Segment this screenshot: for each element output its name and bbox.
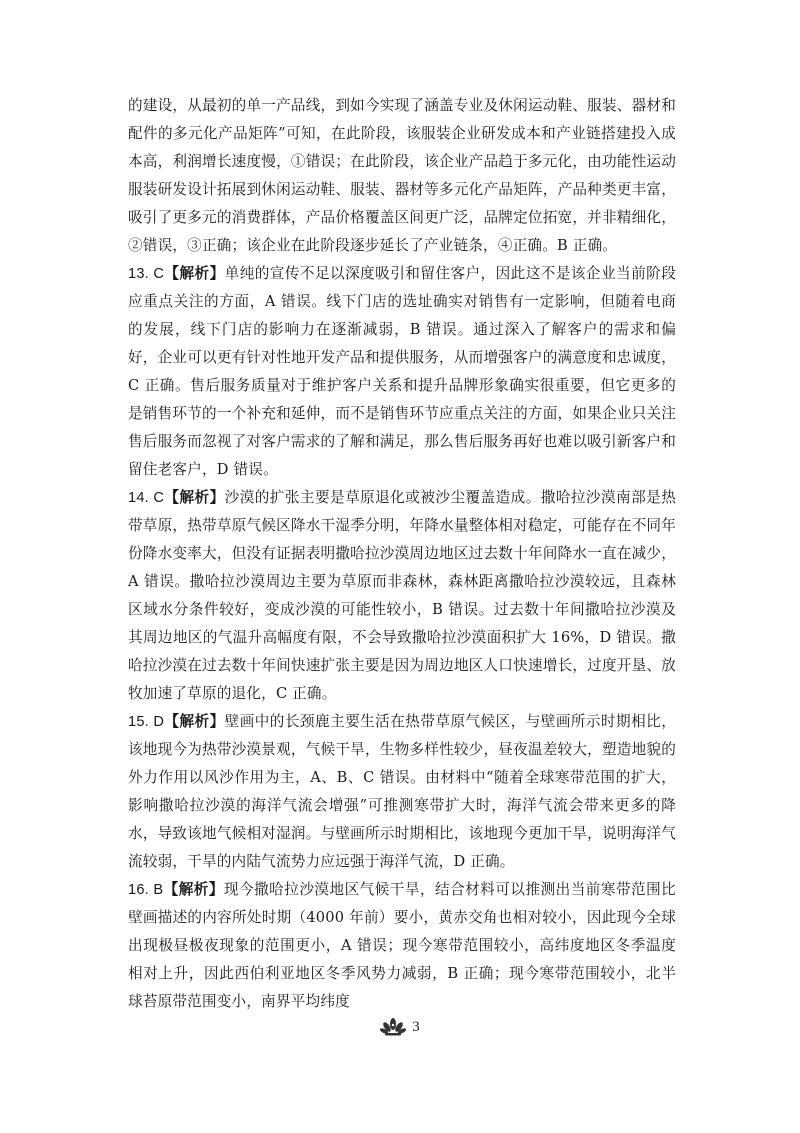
paragraph-continuation — [128, 92, 676, 260]
paragraph-text: 单纯的宣传不足以深度吸引和留住客户，因此这不是该企业当前阶段应重点关注的方面，A 错误。线下门店的选址确实对销售有一定影响，但随着电商的发展，线下门店的影响力在逐渐减弱，B 错误。通过深入了解客户的需求和偏好，企业可以更有针对性地开发产品和提供服务，从而增强客户的满意度和忠诚度，C 正确。售后服务质量对于维护客户关系和提升品牌形象确实很重要，但它更多的是销售环节的一个补充和延伸，而不是销售环节应重点关注的方面，如果企业只关注售后服务而忽视了对客户需求的了解和满足，那么售后服务再好也难以吸引新客户和留住老客户，D 错误。 — [128, 265, 676, 478]
analysis-tag: 【解析】 — [164, 489, 225, 506]
answer-14 — [128, 484, 676, 708]
analysis-tag: 【解析】 — [164, 713, 225, 730]
answer-16 — [128, 876, 676, 1016]
paragraph-text: 沙漠的扩张主要是草原退化或被沙尘覆盖造成。撒哈拉沙漠南部是热带草原，热带草原气候区降水干湿季分明，年降水量整体相对稳定，可能存在不同年份降水变率大，但没有证据表明撒哈拉沙漠周边地区过去数十年间降水一直在减少，A 错误。撒哈拉沙漠周边主要为草原而非森林，森林距离撒哈拉沙漠较远，且森林区域水分条件较好，变成沙漠的可能性较小，B 错误。过去数十年间撒哈拉沙漠及其周边地区的气温升高幅度有限，不会导致撒哈拉沙漠面积扩大 16%，D 错误。撒哈拉沙漠在过去数十年间快速扩张主要是因为周边地区人口快速增长，过度开垦、放牧加速了草原的退化，C 正确。 — [128, 489, 676, 702]
answer-13 — [128, 260, 676, 484]
document-body — [128, 92, 676, 1016]
analysis-tag: 【解析】 — [164, 265, 225, 282]
paragraph-text: 的建设，从最初的单一产品线，到如今实现了涵盖专业及休闲运动鞋、服装、器材和配件的多元化产品矩阵”可知，在此阶段，该服装企业研发成本和产业链搭建投入成本高，利润增长速度慢，①错误；在此阶段，该企业产品趋于多元化，由功能性运动服装研发设计拓展到休闲运动鞋、服装、器材等多元化产品矩阵，产品种类更丰富，吸引了更多元的消费群体，产品价格覆盖区间更广泛，品牌定位拓宽，并非精细化，②错误，③正确；该企业在此阶段逐步延长了产业链条，④正确。B 正确。 — [128, 97, 676, 254]
answer-15 — [128, 708, 676, 876]
page-number: 3 — [412, 1018, 420, 1035]
question-number: 15. D — [128, 714, 165, 730]
question-number: 13. C — [128, 266, 165, 282]
paragraph-text: 现今撒哈拉沙漠地区气候干旱，结合材料可以推测出当前寒带范围比壁画描述的内容所处时期（4000 年前）要小，黄赤交角也相对较小，因此现今全球出现极昼极夜现象的范围更小，A 错误；现今寒带范围较小，高纬度地区冬季温度相对上升，因此西伯利亚地区冬季风势力减弱，B 正确；现今寒带范围较小，北半球苔原带范围变小，南界平均纬度 — [128, 881, 676, 1010]
page-footer — [360, 1013, 440, 1041]
question-number: 16. B — [128, 882, 164, 898]
question-number: 14. C — [128, 490, 165, 506]
lotus-logo-icon — [380, 1016, 406, 1038]
analysis-tag: 【解析】 — [163, 881, 224, 898]
paragraph-text: 壁画中的长颈鹿主要生活在热带草原气候区，与壁画所示时期相比，该地现今为热带沙漠景观，气候干旱，生物多样性较少，昼夜温差较大，塑造地貌的外力作用以风沙作用为主，A、B、C 错误。由材料中“随着全球寒带范围的扩大，影响撒哈拉沙漠的海洋气流会增强”可推测寒带扩大时，海洋气流会带来更多的降水，导致该地气候相对湿润。与壁画所示时期相比，该地现今更加干旱，说明海洋气流较弱，干旱的内陆气流势力应远强于海洋气流，D 正确。 — [128, 713, 676, 870]
